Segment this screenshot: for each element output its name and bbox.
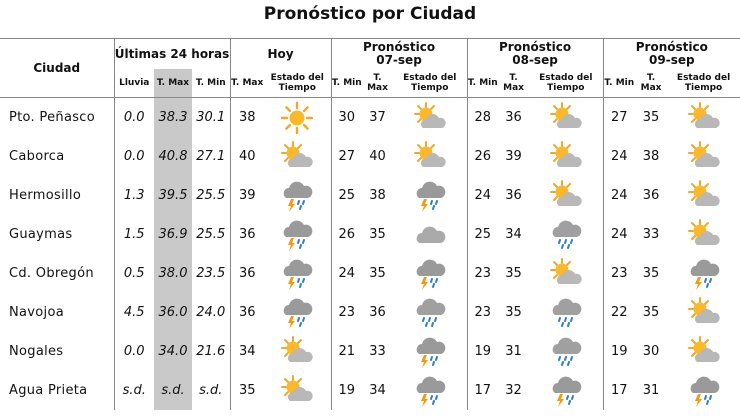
forecast-tmax: 40 <box>369 149 386 164</box>
sub-header-estado: Estado del Tiempo <box>529 69 603 98</box>
storm-icon <box>413 257 447 291</box>
weather-cell <box>393 293 467 332</box>
weather-cell <box>667 371 740 410</box>
rain-24h: 0.5 <box>114 254 154 293</box>
weather-cell <box>529 215 603 254</box>
forecast-tmax: 38 <box>369 188 386 203</box>
sub-header-tmin: T. Min <box>192 69 230 98</box>
forecast-tmin: 23 <box>467 254 498 293</box>
forecast-tmin: 24 <box>331 254 362 293</box>
partly-cloudy-icon <box>413 101 447 135</box>
forecast-tmin: 17 <box>603 371 635 410</box>
forecast-tmax: 35 <box>505 266 522 281</box>
tmin-24h: 24.0 <box>196 305 226 320</box>
sun-icon <box>280 101 314 135</box>
col-header-day1 <box>331 39 467 70</box>
storm-icon <box>280 218 314 252</box>
rain-icon <box>549 218 583 252</box>
forecast-tmin: 23 <box>331 293 362 332</box>
storm-icon <box>687 257 721 291</box>
col-header-today: Hoy <box>230 39 331 70</box>
weather-cell <box>264 332 331 371</box>
forecast-tmax: 35 <box>642 110 660 125</box>
table-row <box>0 332 740 371</box>
table-row <box>0 137 740 176</box>
city-name: Navojoa <box>9 305 64 320</box>
tmax-24h: 34.0 <box>154 332 192 371</box>
city-name: Nogales <box>9 344 64 359</box>
weather-cell <box>667 332 740 371</box>
day3-date: 09-sep <box>649 53 695 67</box>
sub-header-tmax: T. Max <box>498 69 529 98</box>
city-name: Agua Prieta <box>9 383 88 398</box>
today-tmax: 36 <box>230 293 264 332</box>
today-tmax: 36 <box>230 215 264 254</box>
weather-cell <box>529 254 603 293</box>
forecast-tmin: 26 <box>467 137 498 176</box>
rain-24h: 0.0 <box>114 332 154 371</box>
rain-24h: 0.0 <box>114 137 154 176</box>
forecast-table <box>0 38 740 410</box>
forecast-tmin: 17 <box>467 371 498 410</box>
weather-cell <box>264 371 331 410</box>
rain-24h: s.d. <box>114 371 154 410</box>
forecast-tmin: 24 <box>603 215 635 254</box>
rain-24h: 0.0 <box>114 98 154 138</box>
tmin-24h: 25.5 <box>196 227 226 242</box>
storm-icon <box>549 374 583 408</box>
city-name: Guaymas <box>9 227 73 242</box>
forecast-tmin: 24 <box>467 176 498 215</box>
partly-cloudy-icon <box>549 257 583 291</box>
sub-header-tmin: T. Min <box>603 69 635 98</box>
partly-cloudy-icon <box>687 179 721 213</box>
weather-cell <box>667 215 740 254</box>
weather-cell <box>529 176 603 215</box>
rain-icon <box>413 296 447 330</box>
tmax-24h: 36.9 <box>154 215 192 254</box>
forecast-tmin: 27 <box>603 98 635 138</box>
sub-header-lluvia: Lluvia <box>114 69 154 98</box>
weather-cell <box>667 176 740 215</box>
forecast-tmax: 35 <box>642 305 660 320</box>
partly-cloudy-icon <box>280 335 314 369</box>
weather-cell <box>393 254 467 293</box>
tmax-24h: 39.5 <box>154 176 192 215</box>
weather-cell <box>529 371 603 410</box>
forecast-tmin: 30 <box>331 98 362 138</box>
rain-icon <box>549 296 583 330</box>
day3-label: Pronóstico <box>635 40 708 54</box>
rain-24h: 1.3 <box>114 176 154 215</box>
forecast-tmin: 24 <box>603 176 635 215</box>
forecast-tmin: 26 <box>331 215 362 254</box>
forecast-tmax: 31 <box>642 383 660 398</box>
partly-cloudy-icon <box>687 335 721 369</box>
day1-label: Pronóstico <box>362 40 436 54</box>
page-title: Pronóstico por Ciudad <box>263 4 477 24</box>
weather-cell <box>264 176 331 215</box>
weather-cell <box>529 137 603 176</box>
weather-cell <box>667 98 740 138</box>
storm-icon <box>280 257 314 291</box>
sub-header-estado: Estado del Tiempo <box>264 69 331 98</box>
storm-icon <box>280 296 314 330</box>
weather-cell <box>393 215 467 254</box>
tmax-24h: s.d. <box>154 371 192 410</box>
city-name: Cd. Obregón <box>9 266 94 281</box>
weather-cell <box>529 293 603 332</box>
tmin-24h: 30.1 <box>196 110 226 125</box>
storm-icon <box>413 179 447 213</box>
forecast-tmax: 35 <box>369 227 386 242</box>
partly-cloudy-icon <box>280 374 314 408</box>
forecast-tmax: 31 <box>505 344 522 359</box>
tmin-24h: 23.5 <box>196 266 226 281</box>
weather-cell <box>393 371 467 410</box>
today-tmax: 40 <box>230 137 264 176</box>
forecast-tmax: 36 <box>505 188 522 203</box>
forecast-tmin: 23 <box>467 293 498 332</box>
tmax-24h: 38.0 <box>154 254 192 293</box>
partly-cloudy-icon <box>280 140 314 174</box>
weather-cell <box>667 137 740 176</box>
weather-cell <box>264 293 331 332</box>
col-header-day2 <box>467 39 603 70</box>
forecast-tmax: 34 <box>505 227 522 242</box>
forecast-tmax: 35 <box>642 266 660 281</box>
forecast-tmin: 21 <box>331 332 362 371</box>
tmax-24h: 40.8 <box>154 137 192 176</box>
table-row <box>0 293 740 332</box>
table-row <box>0 371 740 410</box>
table-row <box>0 98 740 138</box>
forecast-tmin: 28 <box>467 98 498 138</box>
forecast-tmin: 24 <box>603 137 635 176</box>
partly-cloudy-icon <box>687 296 721 330</box>
sub-header-tmin: T. Min <box>467 69 498 98</box>
cloudy-icon <box>413 218 447 252</box>
weather-cell <box>264 254 331 293</box>
today-tmax: 36 <box>230 254 264 293</box>
col-header-city: Ciudad <box>0 39 114 98</box>
col-header-day3 <box>603 39 740 70</box>
storm-icon <box>413 374 447 408</box>
weather-cell <box>667 254 740 293</box>
weather-cell <box>393 98 467 138</box>
day1-date: 07-sep <box>376 53 422 67</box>
partly-cloudy-icon <box>687 140 721 174</box>
partly-cloudy-icon <box>549 101 583 135</box>
forecast-tmax: 36 <box>642 188 660 203</box>
partly-cloudy-icon <box>413 140 447 174</box>
rain-icon <box>549 335 583 369</box>
forecast-tmin: 22 <box>603 293 635 332</box>
forecast-tmin: 19 <box>467 332 498 371</box>
city-name: Hermosillo <box>9 188 82 203</box>
tmax-24h: 38.3 <box>154 98 192 138</box>
partly-cloudy-icon <box>549 140 583 174</box>
forecast-tmax: 34 <box>369 383 386 398</box>
forecast-tmax: 37 <box>369 110 386 125</box>
weather-cell <box>264 215 331 254</box>
forecast-tmax: 35 <box>369 266 386 281</box>
weather-cell <box>529 98 603 138</box>
forecast-tmin: 19 <box>603 332 635 371</box>
weather-cell <box>393 332 467 371</box>
weather-cell <box>393 137 467 176</box>
storm-icon <box>413 335 447 369</box>
forecast-tmax: 38 <box>642 149 660 164</box>
today-tmax: 39 <box>230 176 264 215</box>
city-name: Pto. Peñasco <box>9 110 95 125</box>
tmin-24h: 25.5 <box>196 188 226 203</box>
forecast-tmax: 33 <box>642 227 660 242</box>
partly-cloudy-icon <box>687 218 721 252</box>
table-row <box>0 176 740 215</box>
partly-cloudy-icon <box>687 101 721 135</box>
tmin-24h: 21.6 <box>196 344 226 359</box>
tmax-24h: 36.0 <box>154 293 192 332</box>
forecast-tmax: 30 <box>642 344 660 359</box>
weather-cell <box>529 332 603 371</box>
forecast-tmin: 23 <box>603 254 635 293</box>
today-tmax: 38 <box>230 98 264 138</box>
sub-header-estado: Estado del Tiempo <box>667 69 740 98</box>
col-header-last24: Últimas 24 horas <box>114 39 230 70</box>
tmin-24h: s.d. <box>199 383 223 398</box>
forecast-tmin: 19 <box>331 371 362 410</box>
today-tmax: 35 <box>230 371 264 410</box>
rain-24h: 4.5 <box>114 293 154 332</box>
weather-cell <box>393 176 467 215</box>
forecast-tmax: 39 <box>505 149 522 164</box>
weather-cell <box>264 137 331 176</box>
today-tmax: 34 <box>230 332 264 371</box>
forecast-tmax: 36 <box>505 110 522 125</box>
partly-cloudy-icon <box>549 179 583 213</box>
forecast-rows <box>0 98 740 411</box>
day2-label: Pronóstico <box>498 40 572 54</box>
rain-24h: 1.5 <box>114 215 154 254</box>
forecast-tmin: 25 <box>467 215 498 254</box>
sub-header-estado: Estado del Tiempo <box>393 69 467 98</box>
sub-header-tmax: T. Max <box>362 69 393 98</box>
sub-header-tmin: T. Min <box>331 69 362 98</box>
sub-header-tmax: T. Max <box>635 69 667 98</box>
forecast-tmin: 27 <box>331 137 362 176</box>
city-name: Caborca <box>9 149 65 164</box>
sub-header-tmax: T. Max <box>154 69 192 98</box>
sub-header-tmax: T. Max <box>230 69 264 98</box>
day2-date: 08-sep <box>512 53 558 67</box>
forecast-tmax: 36 <box>369 305 386 320</box>
forecast-tmin: 25 <box>331 176 362 215</box>
storm-icon <box>280 179 314 213</box>
forecast-tmax: 35 <box>505 305 522 320</box>
tmin-24h: 27.1 <box>196 149 226 164</box>
weather-cell <box>667 293 740 332</box>
weather-cell <box>264 98 331 138</box>
table-row <box>0 254 740 293</box>
storm-icon <box>687 374 721 408</box>
forecast-tmax: 33 <box>369 344 386 359</box>
table-row <box>0 215 740 254</box>
forecast-tmax: 32 <box>505 383 522 398</box>
